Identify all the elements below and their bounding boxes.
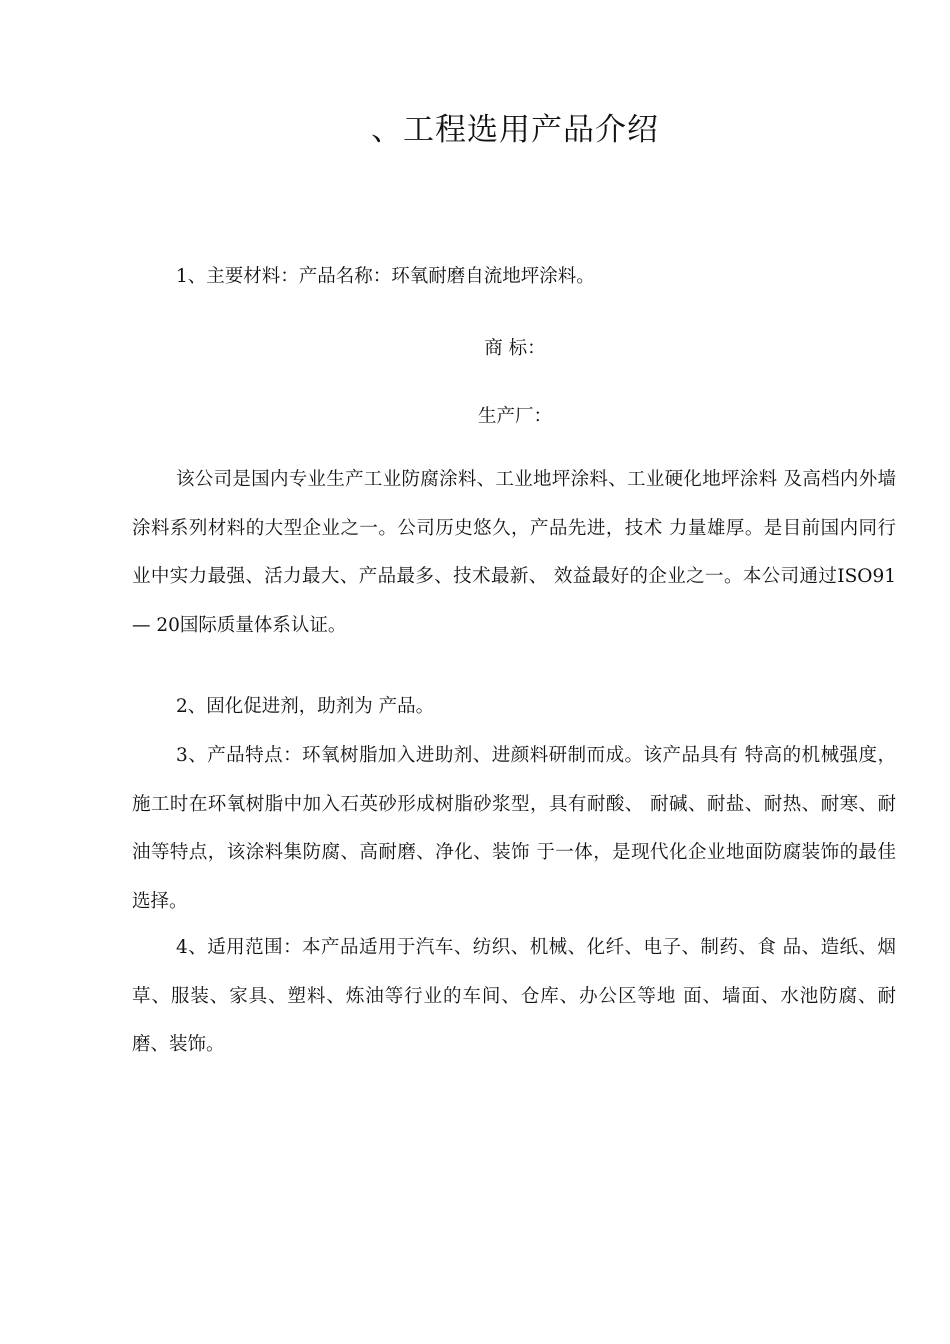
company-description: 该公司是国内专业生产工业防腐涂料、工业地坪涂料、工业硬化地坪涂料 及高档内外墙涂料系列材料的大型企业之一。公司历史悠久，产品先进，技术 力量雄厚。是目前国内同行业中实力最强、活力最大、产品最多、技术最新、 效益最好的企业之一。本公司通过ISO91 — 20国际质量体系认证。 bbox=[132, 469, 896, 636]
trademark-label: 商 标： bbox=[484, 338, 546, 359]
item-main-material: 1、主要材料：产品名称：环氧耐磨自流地坪涂料。 bbox=[176, 266, 595, 287]
item-product-features: 3、产品特点：环氧树脂加入进助剂、进颜料研制而成。该产品具有 特高的机械强度，施工时在环氧树脂中加入石英砂形成树脂砂浆型，具有耐酸、 耐碱、耐盐、耐热、耐寒、耐油等特点，该涂料集防腐、高耐磨、净化、装饰 于一体，是现代化企业地面防腐装饰的最佳选择。 bbox=[132, 745, 896, 912]
page-title: 、工程选用产品介绍 bbox=[371, 112, 659, 148]
item-application-scope: 4、适用范围：本产品适用于汽车、纺织、机械、化纤、电子、制药、食 品、造纸、烟草、服装、家具、塑料、炼油等行业的车间、仓库、办公区等地 面、墙面、水池防腐、耐磨、装饰。 bbox=[132, 937, 896, 1055]
manufacturer-label: 生产厂： bbox=[477, 406, 552, 427]
item-curing-accelerator: 2、固化促进剂，助剂为 产品。 bbox=[176, 696, 435, 717]
